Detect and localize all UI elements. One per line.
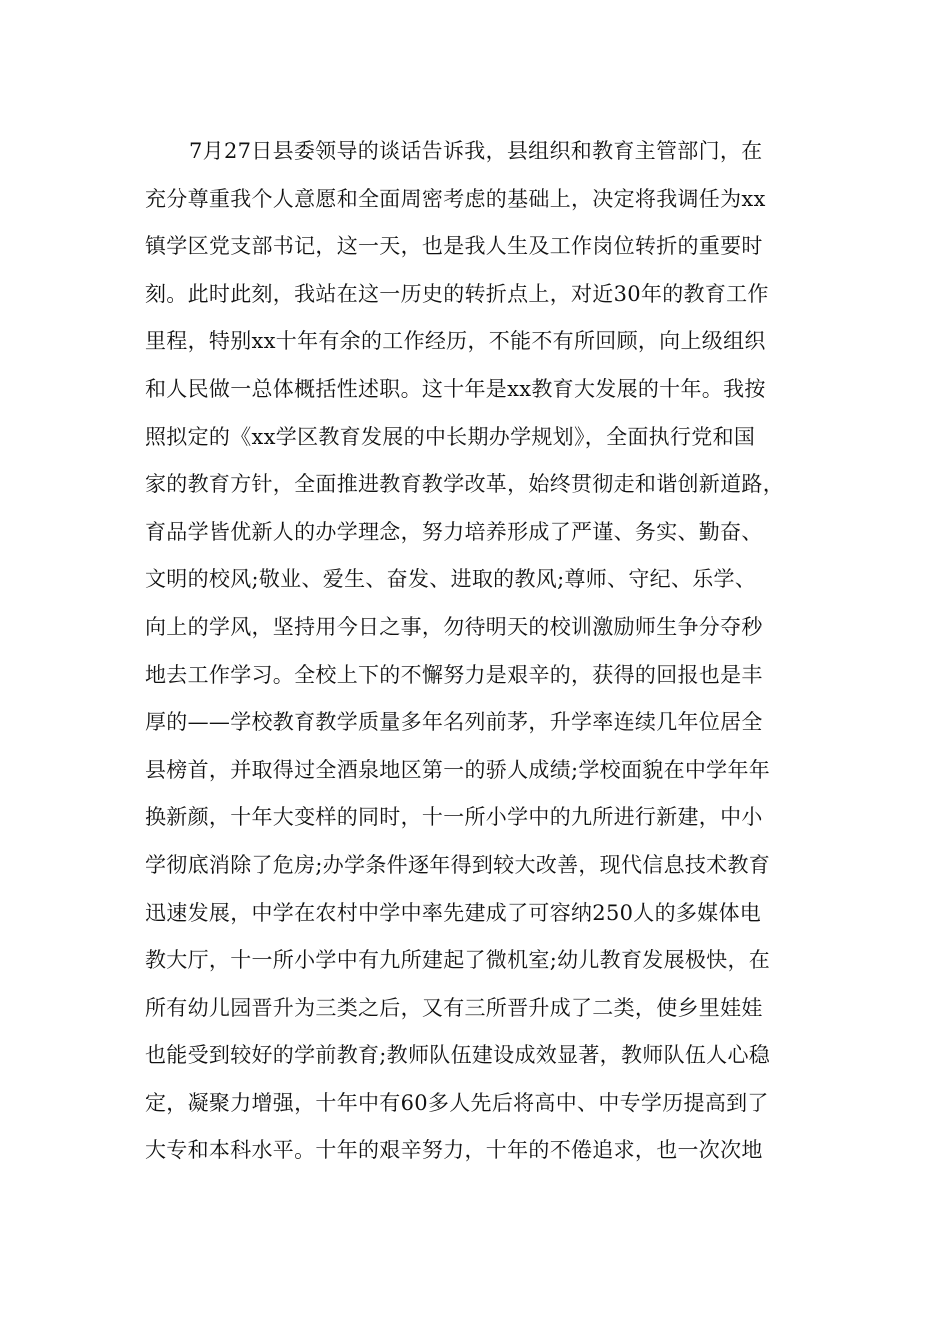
text-line: 换新颜，十年大变样的同时，十一所小学中的九所进行新建，中小 (145, 805, 763, 830)
text-line: 刻。此时此刻，我站在这一历史的转折点上，对近30年的教育工作 (145, 281, 769, 306)
text-line: 充分尊重我个人意愿和全面周密考虑的基础上，决定将我调任为xx (145, 186, 766, 211)
text-line: 7月27日县委领导的谈话告诉我，县组织和教育主管部门，在 (189, 139, 763, 163)
text-line: 文明的校风;敬业、爱生、奋发、进取的教风;尊师、守纪、乐学、 (145, 567, 757, 592)
text-line: 照拟定的《xx学区教育发展的中长期办学规划》，全面执行党和国 (145, 424, 756, 449)
text-line: 厚的——学校教育教学质量多年名列前茅，升学率连续几年位居全 (145, 710, 763, 735)
text-line: 教大厅，十一所小学中有九所建起了微机室;幼儿教育发展极快，在 (145, 948, 771, 973)
text-line: 和人民做一总体概括性述职。这十年是xx教育大发展的十年。我按 (145, 376, 766, 401)
text-line: 也能受到较好的学前教育;教师队伍建设成效显著，教师队伍人心稳 (145, 1043, 771, 1068)
text-line: 大专和本科水平。十年的艰辛努力，十年的不倦追求，也一次次地 (145, 1138, 763, 1163)
body-paragraph (145, 128, 805, 1175)
text-line: 育品学皆优新人的办学理念，努力培养形成了严谨、务实、勤奋、 (145, 519, 763, 544)
text-line: 镇学区党支部书记，这一天，也是我人生及工作岗位转折的重要时 (145, 234, 763, 259)
text-line: 向上的学风，坚持用今日之事，勿待明天的校训激励师生争分夺秒 (145, 614, 763, 639)
text-line: 迅速发展，中学在农村中学中率先建成了可容纳250人的多媒体电 (145, 900, 762, 925)
text-line: 所有幼儿园晋升为三类之后，又有三所晋升成了二类，使乡里娃娃 (145, 995, 763, 1020)
text-line: 地去工作学习。全校上下的不懈努力是艰辛的，获得的回报也是丰 (145, 662, 763, 687)
text-line: 县榜首，并取得过全酒泉地区第一的骄人成绩;学校面貌在中学年年 (145, 757, 771, 782)
text-line: 定，凝聚力增强，十年中有60多人先后将高中、中专学历提高到了 (145, 1090, 769, 1115)
text-line: 家的教育方针，全面推进教育教学改革，始终贯彻走和谐创新道路， (145, 472, 784, 497)
text-line: 里程，特别xx十年有余的工作经历，不能不有所回顾，向上级组织 (145, 329, 766, 354)
text-line: 学彻底消除了危房;办学条件逐年得到较大改善，现代信息技术教育 (145, 852, 771, 877)
